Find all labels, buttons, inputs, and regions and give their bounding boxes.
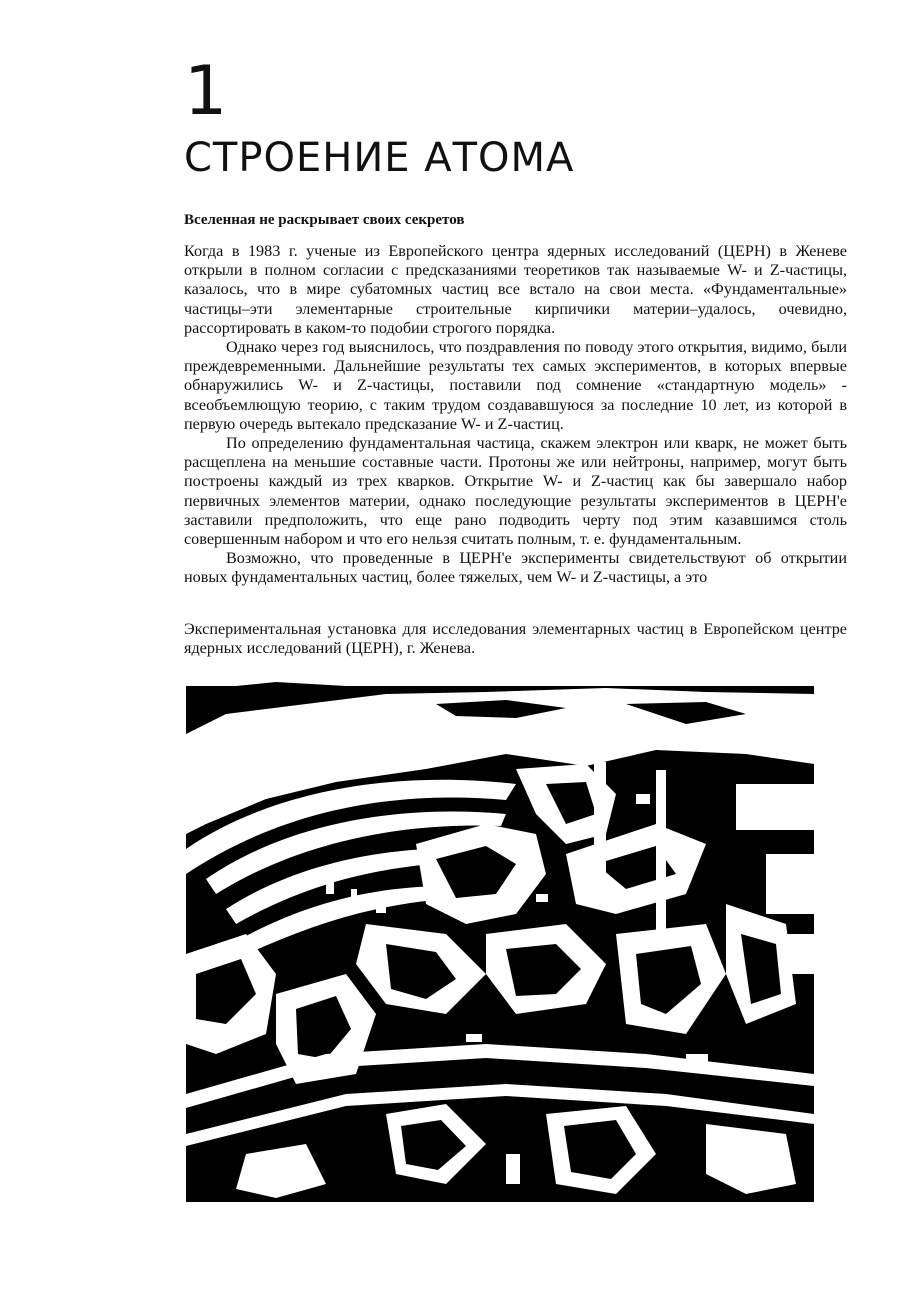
body-text xyxy=(184,242,847,588)
paragraph-1: Когда в 1983 г. ученые из Европейского центра ядерных исследований (ЦЕРН) в Женеве открыли в полном согласии с предсказаниями теоретиков так называемые W- и Z-частицы, казалось, что в мире субатомных частиц все встало на свои места. «Фундаментальные» частицы–эти элементарные строительные кирпичики материи–удалось, очевидно, рассортировать в каком-то подобии строгого порядка. xyxy=(184,242,847,337)
paragraph-2: Однако через год выяснилось, что поздравления по поводу этого открытия, видимо, были преждевременными. Дальнейшие результаты тех самых экспериментов, в которых впервые обнаружились W- и Z-частицы, поставили под сомнение «стандартную модель» - всеобъемлющую теорию, с таким трудом создававшуюся за последние 10 лет, из которой в первую очередь вытекало предсказание W- и Z-частиц. xyxy=(184,338,847,433)
paragraph-3: По определению фундаментальная частица, скажем электрон или кварк, не может быть расщеплена на меньшие составные части. Протоны же или нейтроны, например, могут быть построены каждый из трех кварков. Открытие W- и Z-частиц как бы завершало набор первичных элементов материи, однако последующие результаты экспериментов в ЦЕРН'е заставили предположить, что еще рано подводить черту под этим казавшимся столь совершенным набором и что его нельзя считать полным, т. е. фундаментальным. xyxy=(184,434,847,549)
chapter-title: СТРОЕНИЕ АТОМА xyxy=(184,135,575,181)
chapter-number: 1 xyxy=(184,52,228,131)
figure-caption: Экспериментальная установка для исследования элементарных частиц в Европейском центре ядерных исследований (ЦЕРН), г. Женева. xyxy=(184,620,847,658)
cern-experiment-photo xyxy=(186,674,814,1202)
section-heading: Вселенная не раскрывает своих секретов xyxy=(184,212,465,228)
paragraph-4: Возможно, что проведенные в ЦЕРН'е эксперименты свидетельствуют об открытии новых фундаментальных частиц, более тяжелых, чем W- и Z-частицы, а это xyxy=(184,549,847,587)
